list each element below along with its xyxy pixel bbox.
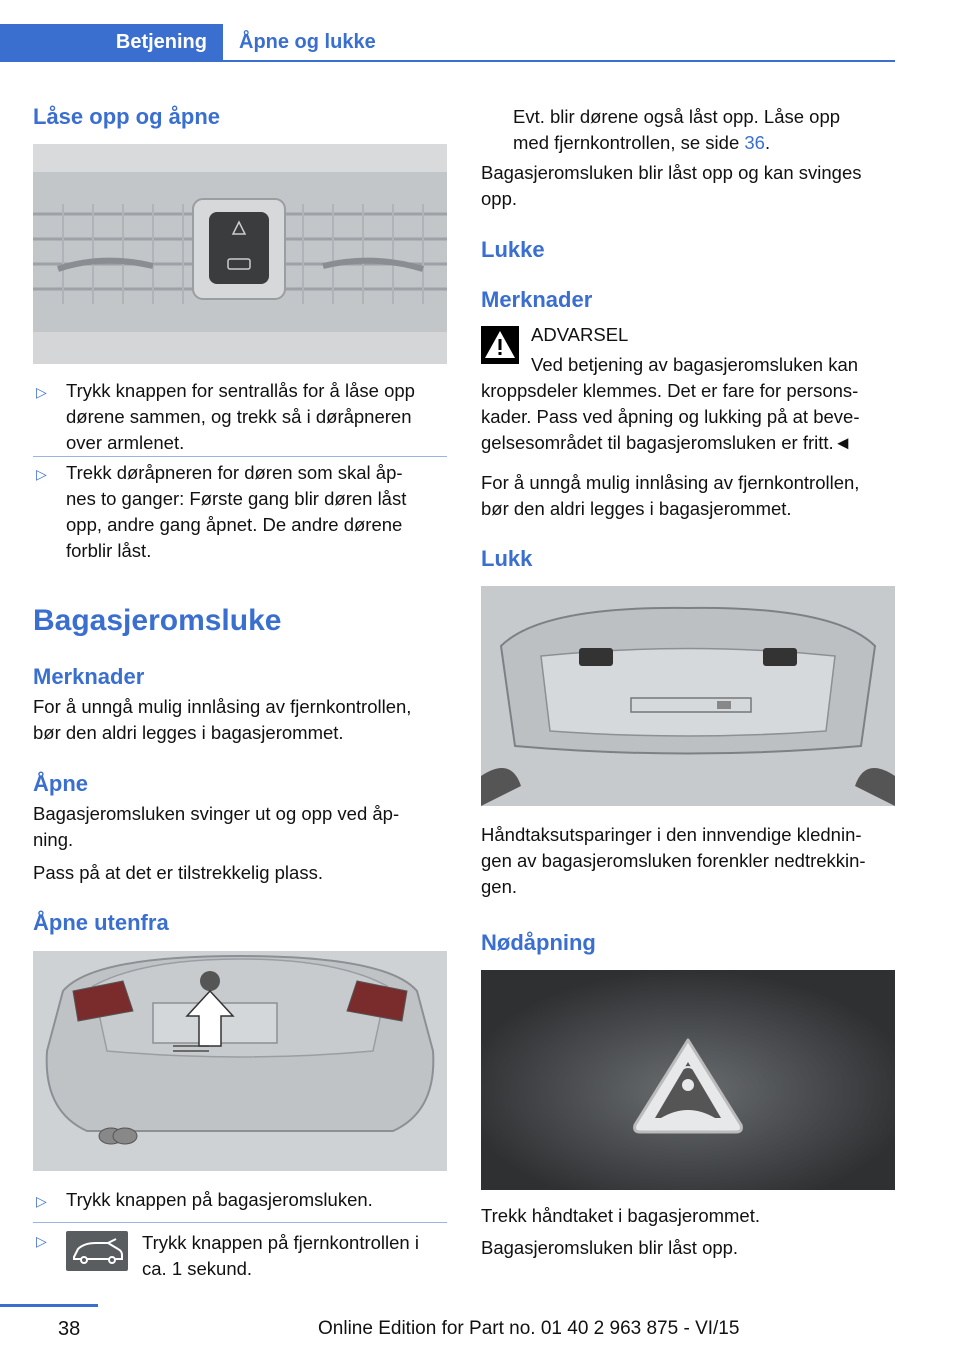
chapter-tab[interactable]: Betjening [0, 24, 223, 60]
handle-paragraph [481, 822, 866, 900]
list-bullet-icon: ▷ [36, 1193, 47, 1209]
notes-paragraph [33, 694, 411, 746]
text-line: bør den aldri legges i bagasjerommet. [481, 498, 792, 519]
continued-paragraph [513, 104, 840, 156]
trunk-lid-illustration [481, 586, 895, 806]
heading-open: Åpne [33, 771, 88, 796]
text-line [513, 130, 840, 156]
list-bullet-icon: ▷ [36, 1233, 47, 1249]
open-paragraph [33, 801, 399, 853]
central-lock-illustration [33, 144, 447, 364]
pull-handle-text: Trekk håndtaket i bagasjerommet. [481, 1205, 760, 1226]
footer-rule [0, 1304, 98, 1307]
warning-title: ADVARSEL [531, 324, 629, 345]
text-line: dørene sammen, og trekk så i døråpneren [66, 406, 412, 427]
list-item-door-opener [66, 460, 406, 564]
car-trunk-icon [66, 1231, 128, 1271]
text-fragment: . [764, 132, 771, 153]
page-header [0, 24, 895, 62]
list-divider [33, 1222, 447, 1223]
heading-notes-right: Merknader [481, 287, 593, 312]
warning-paragraph [481, 378, 859, 456]
text-line: kroppsdeler klemmes. Det er fare for persons- [481, 380, 859, 401]
text-line: opp. [481, 188, 518, 209]
text-line: opp, andre gang åpnet. De andre dørene [66, 514, 403, 535]
space-paragraph: Pass på at det er tilstrekkelig plass. [33, 862, 323, 883]
list-divider [33, 456, 447, 457]
page-link-36[interactable]: 36 [744, 132, 765, 153]
emergency-handle-illustration [481, 970, 895, 1190]
car-rear-illustration [33, 951, 447, 1171]
heading-close: Lukke [481, 237, 545, 262]
text-line: gelsesområdet til bagasjeromsluken er fritt.◄ [481, 432, 852, 453]
text-line: forblir låst. [66, 540, 152, 561]
text-line: gen av bagasjeromsluken forenkler nedtrekkin- [481, 850, 866, 871]
notes-paragraph-right [481, 470, 859, 522]
edition-text: Online Edition for Part no. 01 40 2 963 875 - VI/15 [318, 1318, 740, 1339]
text-line: Bagasjeromsluken svinger ut og opp ved åp- [33, 803, 400, 824]
warning-icon [481, 326, 519, 364]
list-bullet-icon: ▷ [36, 466, 47, 482]
unlocked-final-text: Bagasjeromsluken blir låst opp. [481, 1237, 739, 1258]
text-line: kader. Pass ved åpning og lukking på at beve- [481, 406, 860, 427]
text-line: For å unngå mulig innlåsing av fjernkontrollen, [481, 472, 860, 493]
text-line: ning. [33, 829, 74, 850]
remote-trunk-icon [66, 1231, 128, 1271]
text-line: Trykk knappen på fjernkontrollen i [142, 1232, 419, 1253]
unlocked-paragraph [481, 160, 862, 212]
text-fragment: med fjernkontrollen, se side [513, 132, 745, 153]
central-lock-image [33, 144, 447, 364]
heading-unlock-open: Låse opp og åpne [33, 104, 221, 129]
warning-triangle-icon [481, 326, 519, 364]
heading-open-outside: Åpne utenfra [33, 910, 169, 935]
page-number: 38 [58, 1318, 81, 1340]
list-bullet-icon: ▷ [36, 384, 47, 400]
list-item-central-lock [66, 378, 415, 456]
text-line: nes to ganger: Første gang blir døren låst [66, 488, 407, 509]
list-item-trunk-button: Trykk knappen på bagasjeromsluken. [66, 1189, 373, 1210]
car-rear-image [33, 951, 447, 1171]
text-line: ca. 1 sekund. [142, 1258, 253, 1279]
text-line: For å unngå mulig innlåsing av fjernkontrollen, [33, 696, 412, 717]
text-line: Håndtaksutsparinger i den innvendige klednin- [481, 824, 862, 845]
text-line: Trykk knappen for sentrallås for å låse opp [66, 380, 415, 401]
text-line: over armlenet. [66, 432, 185, 453]
list-item-remote-button [142, 1230, 419, 1282]
trunk-lid-image [481, 586, 895, 806]
header-rule [0, 60, 895, 62]
heading-lukk: Lukk [481, 546, 533, 571]
text-line: bør den aldri legges i bagasjerommet. [33, 722, 344, 743]
warning-first-line: Ved betjening av bagasjeromsluken kan [531, 354, 859, 375]
emergency-release-image [481, 970, 895, 1190]
heading-notes: Merknader [33, 664, 145, 689]
section-tab[interactable]: Åpne og lukke [239, 30, 376, 53]
text-line: Bagasjeromsluken blir låst opp og kan svinges [481, 162, 862, 183]
heading-emergency-opening: Nødåpning [481, 930, 596, 955]
heading-trunk-lid: Bagasjeromsluke [33, 604, 282, 637]
text-line: gen. [481, 876, 518, 897]
text-line: Evt. blir dørene også låst opp. Låse opp [513, 106, 841, 127]
text-line: Trekk døråpneren for døren som skal åp- [66, 462, 403, 483]
